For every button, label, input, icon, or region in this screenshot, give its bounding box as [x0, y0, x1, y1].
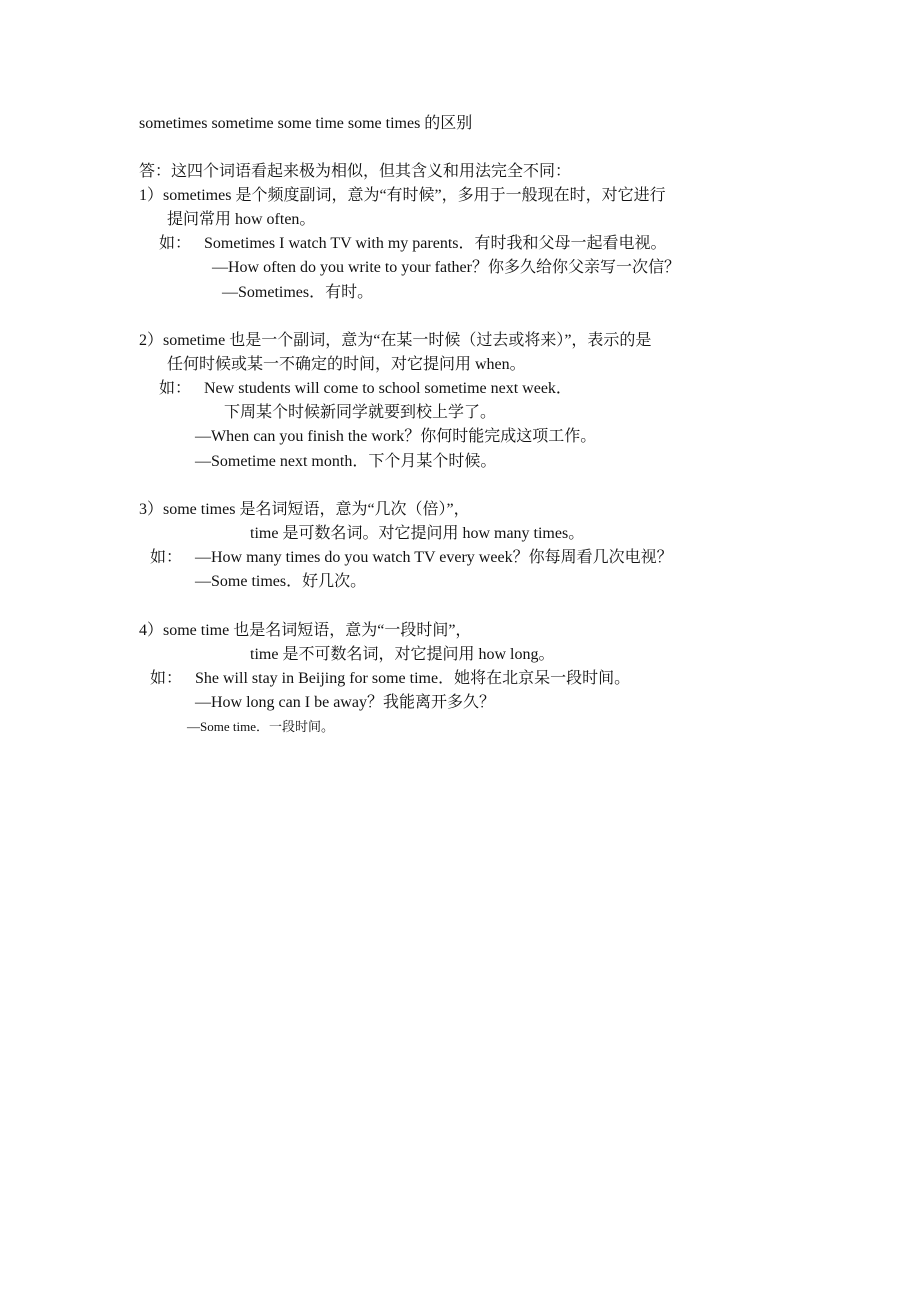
section-4-heading: 4）some time 也是名词短语，意为“一段时间”， — [139, 622, 472, 639]
section-3-heading: 3）some times 是名词短语，意为“几次（倍）”， — [139, 501, 470, 518]
section-1-heading-cont: 提问常用 how often。 — [167, 211, 316, 228]
section-2-example-label: 如： — [159, 380, 192, 397]
section-4-line-3: —Some time．一段时间。 — [187, 719, 334, 734]
section-3-line-2: —Some times．好几次。 — [195, 573, 367, 590]
section-4-heading-cont: time 是不可数名词，对它提问用 how long。 — [250, 646, 555, 663]
section-2-line-1: New students will come to school sometime next week． — [204, 380, 572, 397]
section-1-heading: 1）sometimes 是个频度副词，意为“有时候”，多用于一般现在时，对它进行 — [139, 187, 666, 204]
intro-text: 答：这四个词语看起来极为相似，但其含义和用法完全不同： — [139, 163, 572, 180]
section-2-heading: 2）sometime 也是一个副词，意为“在某一时候（过去或将来）”，表示的是 — [139, 332, 652, 349]
section-2-heading-cont: 任何时候或某一不确定的时间，对它提问用 when。 — [167, 356, 526, 373]
section-4-example-label: 如： — [150, 670, 183, 687]
section-2-line-4: —Sometime next month．下个月某个时候。 — [195, 453, 497, 470]
section-1-line-1: Sometimes I watch TV with my parents．有时我和父母一起看电视。 — [204, 235, 667, 252]
section-3-example-label: 如： — [150, 549, 183, 566]
section-3-line-1: —How many times do you watch TV every week？你每周看几次电视？ — [195, 549, 673, 566]
document-title: sometimes sometime some time some times 的区别 — [139, 115, 473, 132]
section-2-line-2: 下周某个时候新同学就要到校上学了。 — [224, 404, 497, 421]
section-1-example-label: 如： — [159, 235, 192, 252]
section-2-line-3: —When can you finish the work？你何时能完成这项工作。 — [195, 428, 597, 445]
section-4-line-1: She will stay in Beijing for some time．她将在北京呆一段时间。 — [195, 670, 631, 687]
section-1-line-3: —Sometimes．有时。 — [222, 284, 374, 301]
section-4-line-2: —How long can I be away？我能离开多久？ — [195, 694, 495, 711]
section-1-line-2: —How often do you write to your father？你多久给你父亲写一次信？ — [212, 259, 680, 276]
section-3-heading-cont: time 是可数名词。对它提问用 how many times。 — [250, 525, 585, 542]
